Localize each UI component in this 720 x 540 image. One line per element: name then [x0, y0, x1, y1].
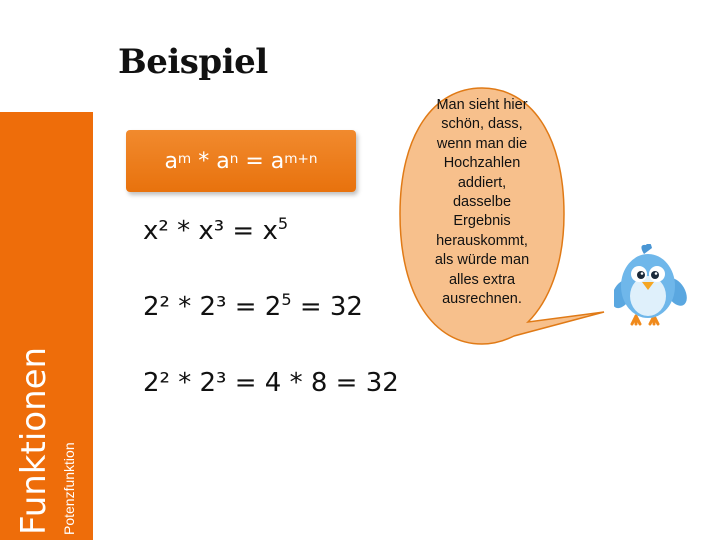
bubble-line: als würde man	[434, 252, 530, 269]
example-2	[143, 289, 363, 322]
bubble-line: addiert,	[457, 174, 507, 191]
example-3	[143, 368, 399, 398]
example-2-text: 2² * 2³ = 2	[143, 292, 282, 322]
formula-exp2: n	[229, 150, 239, 167]
bubble-line: schön, dass,	[441, 116, 523, 133]
bubble-line: herauskommt,	[436, 232, 528, 249]
example-2-sup: 5	[281, 289, 292, 309]
formula-base2: a	[216, 148, 230, 174]
side-subtitle: Potenzfunktion	[61, 442, 77, 535]
bubble-line: alles extra	[448, 271, 516, 288]
example-3-text: 2² * 2³ = 4 * 8 = 32	[143, 368, 399, 398]
speech-bubble	[398, 86, 566, 344]
bubble-line: ausrechnen.	[442, 291, 522, 308]
bubble-line: wenn man die	[436, 135, 528, 152]
blue-bird-mascot-icon	[614, 244, 690, 326]
bubble-line: dasselbe	[452, 194, 512, 211]
formula-eq: =	[238, 148, 271, 174]
speech-bubble-text	[410, 96, 554, 309]
formula-base3: a	[270, 148, 285, 174]
formula-op: *	[191, 148, 217, 174]
bubble-line: Ergebnis	[453, 213, 511, 230]
slide-title: Beispiel	[118, 42, 268, 82]
formula-exp1: m	[177, 150, 192, 167]
bubble-line: Hochzahlen	[443, 155, 521, 172]
example-1-text: x² * x³ = x	[143, 216, 278, 246]
formula-box	[126, 130, 356, 192]
side-title: Funktionen	[14, 346, 54, 535]
example-2-tail: = 32	[291, 292, 363, 322]
formula-exp3: m+n	[284, 150, 318, 167]
example-1	[143, 213, 289, 246]
bubble-line: Man sieht hier	[436, 97, 528, 113]
example-1-sup: 5	[277, 213, 289, 233]
formula-base1: a	[164, 148, 178, 174]
